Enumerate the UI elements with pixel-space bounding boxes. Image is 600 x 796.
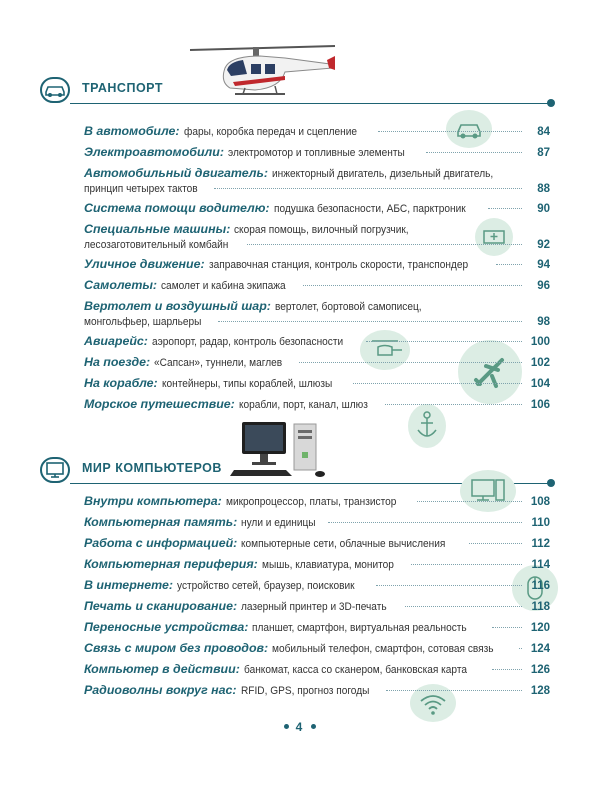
toc-entry-title: Уличное движение: xyxy=(84,257,205,271)
leader-dots xyxy=(488,208,522,209)
toc-entry-desc: аэропорт, радар, контроль безопасности xyxy=(151,336,344,348)
toc-entry-title: Работа с информацией: xyxy=(84,536,238,550)
car-icon xyxy=(40,77,70,103)
toc-entry-desc: подушка безопасности, АБС, парктроник xyxy=(273,203,466,215)
toc-entry-title: На корабле: xyxy=(84,376,158,390)
toc-entry-title: Радиоволны вокруг нас: xyxy=(84,683,237,697)
toc-entry-page: 87 xyxy=(537,147,550,159)
toc-entry-desc: планшет, смартфон, виртуальная реальность xyxy=(252,622,468,634)
leader-dots xyxy=(385,404,522,405)
toc-entry-desc: нули и единицы xyxy=(241,517,316,529)
toc-entry-desc: компьютерные сети, облачные вычисления xyxy=(241,538,446,550)
toc-entry-desc: контейнеры, типы кораблей, шлюзы xyxy=(161,378,332,390)
toc-entry-title: Связь с миром без проводов: xyxy=(84,641,269,655)
toc-entry-title: В интернете: xyxy=(84,578,174,592)
toc-entry-desc: мобильный телефон, смартфон, сотовая связь xyxy=(272,643,494,655)
toc-entry-page: 98 xyxy=(537,316,550,328)
toc-entry-desc: мышь, клавиатура, монитор xyxy=(261,559,394,571)
toc-entry-title: Авиарейс: xyxy=(84,334,148,348)
toc-entry[interactable] xyxy=(84,620,550,636)
toc-entry-desc: лазерный принтер и 3D-печать xyxy=(241,601,387,613)
section-title: МИР КОМПЬЮТЕРОВ xyxy=(82,461,222,475)
leader-dots xyxy=(299,362,522,363)
section-rule xyxy=(70,103,548,104)
toc-entry-desc: вертолет, бортовой самописец, xyxy=(274,301,422,313)
leader-dots xyxy=(492,669,522,670)
leader-dots xyxy=(386,690,522,691)
toc-entry-page: 110 xyxy=(531,517,550,529)
leader-dots xyxy=(218,321,522,322)
leader-dots xyxy=(417,501,522,502)
section-header-transport xyxy=(0,75,600,105)
toc-entry-page: 108 xyxy=(530,496,550,508)
toc-entry-desc: инжекторный двигатель, дизельный двигатель, xyxy=(271,168,494,180)
toc-entry-title: Печать и сканирование: xyxy=(84,599,238,613)
leader-dots xyxy=(411,564,522,565)
toc-entry[interactable] xyxy=(84,278,550,294)
section-rule-dot xyxy=(547,479,555,487)
page-number-dot xyxy=(311,724,316,729)
toc-entry[interactable] xyxy=(84,201,550,217)
toc-entry-desc-cont: принцип четырех тактов xyxy=(84,183,198,195)
toc-entry[interactable] xyxy=(84,641,550,657)
toc-entry-title: На поезде: xyxy=(84,355,151,369)
toc-entry-page: 116 xyxy=(531,580,550,592)
leader-dots xyxy=(426,152,522,153)
toc-entry-page: 112 xyxy=(531,538,550,550)
toc-entry[interactable] xyxy=(84,124,550,140)
toc-entry-title: Компьютер в действии: xyxy=(84,662,240,676)
toc-entry-title: Компьютерная периферия: xyxy=(84,557,258,571)
toc-entry-title: Автомобильный двигатель: xyxy=(84,166,268,180)
toc-entry-title: Самолеты: xyxy=(84,278,158,292)
toc-entry-page: 114 xyxy=(531,559,550,571)
toc-entry[interactable] xyxy=(84,578,550,594)
toc-entry-page: 120 xyxy=(530,622,550,634)
toc-entry-title: Электроавтомобили: xyxy=(84,145,224,159)
toc-entry-page: 100 xyxy=(530,336,550,348)
toc-entry[interactable] xyxy=(84,557,550,573)
toc-entry-page: 126 xyxy=(530,664,550,676)
section-title: ТРАНСПОРТ xyxy=(82,81,163,95)
toc-entry-title: Переносные устройства: xyxy=(84,620,249,634)
leader-dots xyxy=(496,264,522,265)
leader-dots xyxy=(469,543,522,544)
leader-dots xyxy=(247,244,522,245)
toc-entry[interactable] xyxy=(84,222,550,254)
toc-entry[interactable] xyxy=(84,145,550,161)
toc-entry-desc-cont: лесозаготовительный комбайн xyxy=(84,239,229,251)
toc-entry-desc: фары, коробка передач и сцепление xyxy=(183,126,357,138)
toc-entry-page: 92 xyxy=(537,239,550,251)
toc-entry-desc: микропроцессор, платы, транзистор xyxy=(225,496,397,508)
toc-entry-page: 124 xyxy=(530,643,550,655)
toc-entry-title: Система помощи водителю: xyxy=(84,201,270,215)
leader-dots xyxy=(353,383,522,384)
leader-dots xyxy=(492,627,522,628)
toc-entry-page: 128 xyxy=(530,685,550,697)
toc-entry-page: 84 xyxy=(537,126,550,138)
toc-entry-page: 88 xyxy=(537,183,550,195)
toc-entry-title: Морское путешествие: xyxy=(84,397,235,411)
toc-entry[interactable] xyxy=(84,662,550,678)
toc-entry[interactable] xyxy=(84,299,550,331)
toc-entry-desc: RFID, GPS, прогноз погоды xyxy=(240,685,369,697)
toc-entry[interactable] xyxy=(84,397,550,413)
toc-entry[interactable] xyxy=(84,376,550,392)
toc-entry-desc-cont: монгольфьер, шарльеры xyxy=(84,316,202,328)
leader-dots xyxy=(303,285,522,286)
leader-dots xyxy=(328,522,522,523)
leader-dots xyxy=(376,585,522,586)
toc-entry-desc: самолет и кабина экипажа xyxy=(161,280,286,292)
monitor-icon xyxy=(40,457,70,483)
toc-entry-page: 102 xyxy=(530,357,550,369)
page-number: 4 xyxy=(295,720,303,734)
toc-entry-title: В автомобиле: xyxy=(84,124,180,138)
toc-entry-page: 104 xyxy=(530,378,550,390)
toc-entry-title: Внутри компьютера: xyxy=(84,494,222,508)
toc-entry-desc: заправочная станция, контроль скорости, транспондер xyxy=(208,259,468,271)
toc-entry[interactable] xyxy=(84,515,550,531)
toc-entry-desc: скорая помощь, вилочный погрузчик, xyxy=(234,224,409,236)
toc-entry[interactable] xyxy=(84,257,550,273)
toc-entry-page: 118 xyxy=(531,601,550,613)
toc-entry-title: Вертолет и воздушный шар: xyxy=(84,299,271,313)
toc-entry-desc: электромотор и топливные элементы xyxy=(227,147,405,159)
section-rule-dot xyxy=(547,99,555,107)
toc-entry-page: 90 xyxy=(537,203,550,215)
leader-dots xyxy=(405,606,522,607)
toc-entry[interactable] xyxy=(84,494,550,510)
leader-dots xyxy=(519,648,522,649)
leader-dots xyxy=(378,131,522,132)
toc-entry-desc: банкомат, касса со сканером, банковская карта xyxy=(243,664,467,676)
toc-entry[interactable] xyxy=(84,166,550,198)
toc-entry-page: 94 xyxy=(537,259,550,271)
toc-entry-title: Компьютерная память: xyxy=(84,515,238,529)
toc-entry[interactable] xyxy=(84,355,550,371)
toc-entry[interactable] xyxy=(84,536,550,552)
toc-entry-title: Специальные машины: xyxy=(84,222,231,236)
toc-entry-desc: устройство сетей, браузер, поисковик xyxy=(177,580,355,592)
toc-entry[interactable] xyxy=(84,599,550,615)
toc-entry[interactable] xyxy=(84,683,550,699)
toc-entry-page: 106 xyxy=(530,399,550,411)
leader-dots xyxy=(214,188,522,189)
leader-dots xyxy=(366,341,522,342)
toc-entry-desc: корабли, порт, канал, шлюз xyxy=(238,399,368,411)
toc-entry[interactable] xyxy=(84,334,550,350)
toc-entry-desc: «Сапсан», туннели, маглев xyxy=(154,357,283,369)
toc-entry-page: 96 xyxy=(537,280,550,292)
